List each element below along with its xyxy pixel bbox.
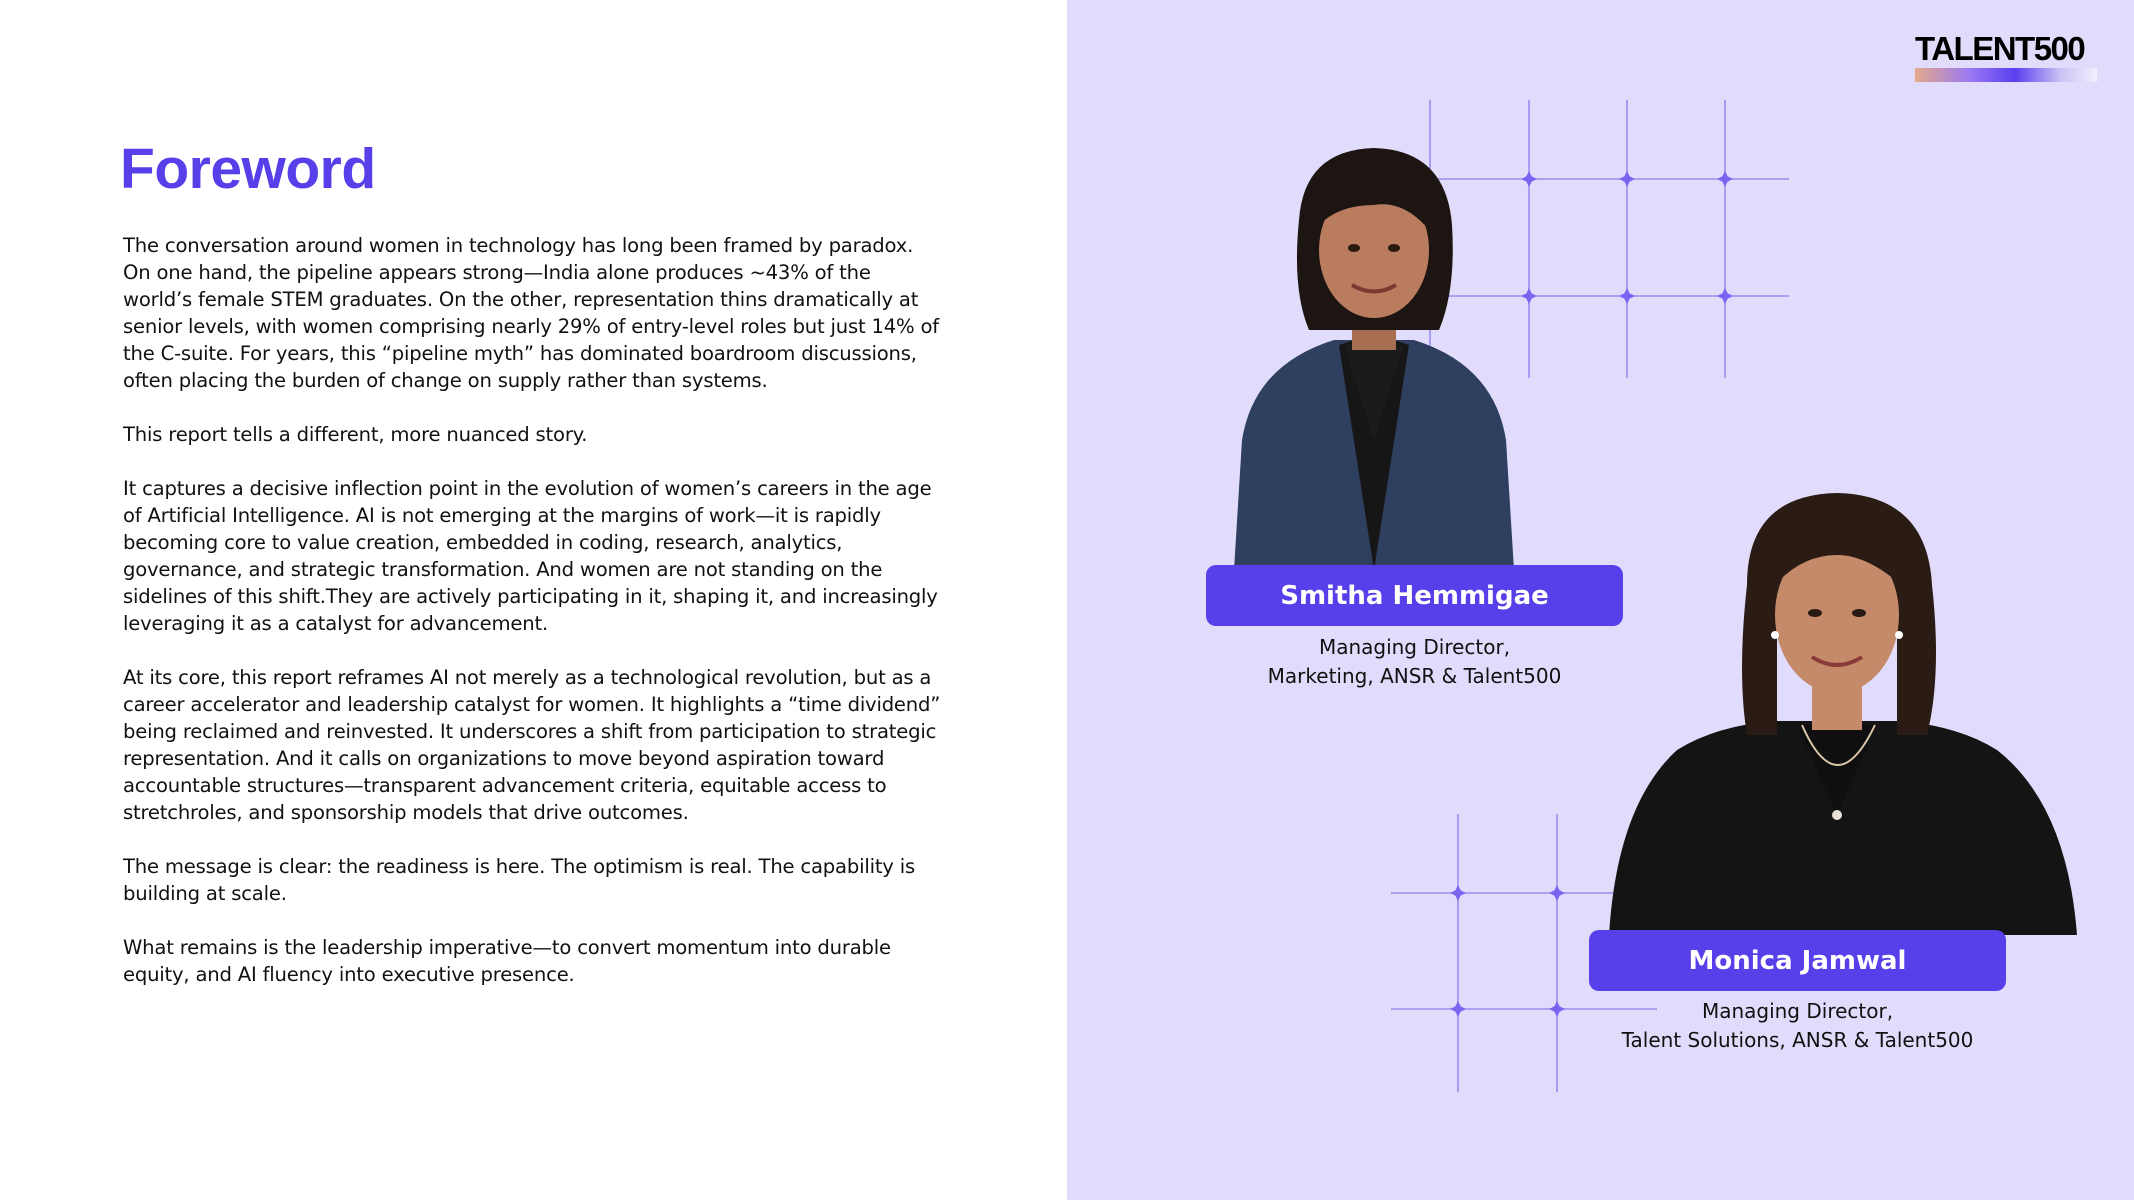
role-line: Marketing, ANSR & Talent500: [1267, 664, 1562, 688]
paragraph: The conversation around women in technology has long been framed by paradox. On one hand, the pipeline appears strong—India alone produces ~43% of the world’s female STEM graduates. On the other, representation thins dramatically at senior levels, with women comprising nearly 29% of entry-level roles but just 14% of the C-suite. For years, this “pipeline myth” has dominated boardroom discussions, often placing the burden of change on supply rather than systems.: [123, 234, 939, 392]
name-badge-smitha: Smitha Hemmigae: [1206, 565, 1623, 626]
role-line: Managing Director,: [1701, 999, 1894, 1023]
name-badge-monica: Monica Jamwal: [1589, 930, 2006, 991]
logo-text: TALENT500: [1915, 30, 2085, 67]
talent500-logo: [1915, 32, 2099, 82]
paragraph: What remains is the leadership imperative—to convert momentum into durable equity, and AI fluency into executive presence.: [123, 936, 891, 986]
foreword-body: [123, 232, 943, 1015]
portrait-smitha-hemmigae: [1224, 140, 1524, 570]
role-smitha: [1206, 633, 1623, 691]
leaders-panel: [1067, 0, 2134, 1200]
paragraph: At its core, this report reframes AI not merely as a technological revolution, but as a career accelerator and leadership catalyst for women. It highlights a “time dividend” being reclaimed and reinvested. It underscores a shift from participation to strategic representation. And it calls on organizations to move beyond aspiration toward accountable structures—transparent advancement criteria, equitable access to stretchroles, and sponsorship models that drive outcomes.: [123, 666, 941, 824]
role-monica: [1549, 997, 2046, 1055]
paragraph: This report tells a different, more nuanced story.: [123, 423, 588, 446]
role-line: Managing Director,: [1318, 635, 1511, 659]
portrait-monica-jamwal: [1597, 485, 2082, 935]
role-line: Talent Solutions, ANSR & Talent500: [1621, 1028, 1974, 1052]
paragraph: It captures a decisive inflection point in the evolution of women’s careers in the age of Artificial Intelligence. AI is not emerging at the margins of work—it is rapidly becoming core to value creation, embedded in coding, research, analytics, governance, and strategic transformation. And women are not standing on the sidelines of this shift.They are actively participating in it, shaping it, and increasingly leveraging it as a catalyst for advancement.: [123, 477, 938, 635]
logo-gradient-bar: [1915, 68, 2097, 82]
page-title: Foreword: [120, 137, 376, 201]
paragraph: The message is clear: the readiness is here. The optimism is real. The capability is building at scale.: [123, 855, 915, 905]
